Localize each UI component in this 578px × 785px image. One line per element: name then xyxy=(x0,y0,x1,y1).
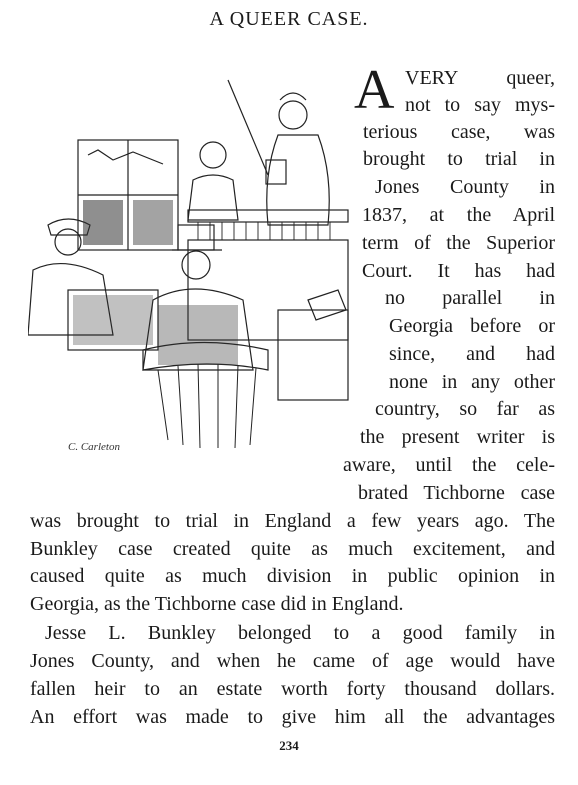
text-line: Court. It has had xyxy=(362,260,555,282)
text-line: since, and had xyxy=(389,343,555,365)
text-line: brated Tichborne case xyxy=(358,482,555,504)
text-line: not to say mys- xyxy=(405,94,555,116)
text-line: term of the Superior xyxy=(362,232,555,254)
text-line: terious case, was xyxy=(363,121,555,143)
text-line: Georgia, as the Tichborne case did in England. xyxy=(30,593,404,615)
text-line: Jesse L. Bunkley belonged to a good family in xyxy=(45,622,555,644)
text-line: none in any other xyxy=(389,371,555,393)
page-number: 234 xyxy=(279,738,299,753)
text-line: Jones County in xyxy=(375,176,555,198)
text-line: VERY queer, xyxy=(405,67,555,89)
text-line: the present writer is xyxy=(360,426,555,448)
text-line: caused quite as much division in public opinion in xyxy=(30,565,555,587)
text-line: 1837, at the April xyxy=(362,204,555,226)
text-line: brought to trial in xyxy=(363,148,555,170)
illustration-signature: C. Carleton xyxy=(68,441,120,453)
text-line: Bunkley case created quite as much excitement, and xyxy=(30,538,555,560)
text-line: was brought to trial in England a few years ago. The xyxy=(30,510,555,532)
text-line: Jones County, and when he came of age would have xyxy=(30,650,555,672)
text-line: An effort was made to give him all the advantages xyxy=(30,706,555,728)
drop-cap: A xyxy=(354,59,395,121)
courtroom-illustration xyxy=(28,60,350,470)
text-line: aware, until the cele- xyxy=(343,454,555,476)
text-line: country, so far as xyxy=(375,398,555,420)
text-line: no parallel in xyxy=(385,287,555,309)
page-title: A QUEER CASE. xyxy=(209,8,369,30)
text-line: Georgia before or xyxy=(389,315,555,337)
text-line: fallen heir to an estate worth forty thousand dollars. xyxy=(30,678,555,700)
